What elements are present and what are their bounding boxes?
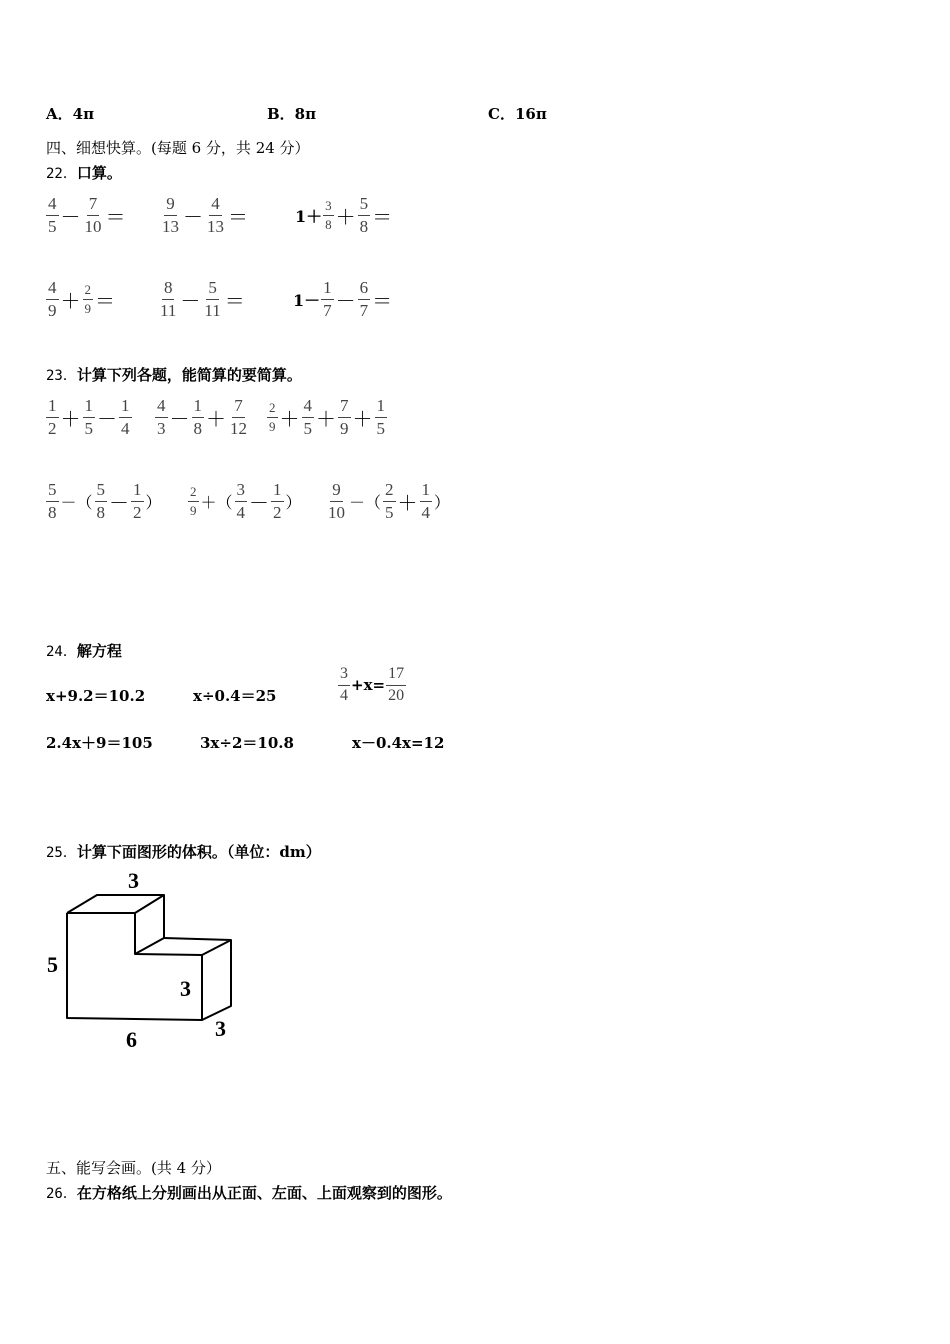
label-inner: 3 <box>180 976 191 1001</box>
q23-number: 23． <box>46 368 77 384</box>
q22-title: 口算。 <box>76 164 122 182</box>
section5-title: 五、能写会画。(共 4 分） <box>46 1159 221 1177</box>
l-shaped-solid-figure <box>40 866 250 1056</box>
q23-expr-5: $\frac{2}{9}$ ＋（ $\frac{3}{4}$ － $\frac{1}{2}$ ） <box>190 480 302 522</box>
fraction: $\frac{2}{5}$ <box>385 480 394 522</box>
label-left: 5 <box>47 952 58 977</box>
fraction: $\frac{4}{13}$ <box>207 194 224 236</box>
q23-expr-4: $\frac{5}{8}$ －（ $\frac{5}{8}$ － $\frac{1}{2}$ ） <box>48 480 162 522</box>
fraction: $\frac{9}{10}$ <box>328 480 345 522</box>
equation-6: x－0.4x=12 <box>352 734 445 752</box>
fraction: $\frac{1}{2}$ <box>273 480 282 522</box>
fraction: $\frac{7}{9}$ <box>340 396 349 438</box>
equation-5: 3x÷2＝10.8 <box>200 734 294 752</box>
q22-expr-4: $\frac{4}{9}$ ＋ $\frac{2}{9}$ ＝ <box>48 278 115 320</box>
fraction: $\frac{8}{11}$ <box>160 278 177 320</box>
fraction: $\frac{5}{8}$ <box>48 480 57 522</box>
label-depth: 3 <box>215 1016 226 1041</box>
equation-4: 2.4x＋9＝105 <box>46 734 153 752</box>
fraction: $\frac{1}{4}$ <box>421 480 431 522</box>
fraction: $\frac{4}{9}$ <box>48 278 57 320</box>
label-top: 3 <box>128 868 139 893</box>
fraction: $\frac{2}{9}$ <box>84 282 91 316</box>
fraction: $\frac{2}{9}$ <box>190 484 197 518</box>
option-b: B．8π <box>267 105 317 123</box>
q26-number: 26． <box>46 1186 77 1202</box>
q22-expr-3: 1＋ $\frac{3}{8}$ ＋ $\frac{5}{8}$ ＝ <box>295 194 393 236</box>
fraction: $\frac{4}{5}$ <box>48 194 57 236</box>
label-bottom: 6 <box>126 1027 137 1052</box>
q23-heading <box>46 364 302 385</box>
fraction: $\frac{3}{4}$ <box>340 665 348 704</box>
fraction: $\frac{9}{13}$ <box>162 194 179 236</box>
equation-3: $\frac{3}{4}$ +x= $\frac{17}{20}$ <box>340 665 405 704</box>
fraction: $\frac{5}{8}$ <box>96 480 106 522</box>
fraction: $\frac{1}{7}$ <box>323 278 332 320</box>
q23-expr-1: $\frac{1}{2}$ ＋ $\frac{1}{5}$ － $\frac{1}{4}$ <box>48 396 130 438</box>
q22-expr-1: $\frac{4}{5}$ － $\frac{7}{10}$ ＝ <box>48 194 126 236</box>
q24-number: 24． <box>46 644 77 660</box>
equation-2: x÷0.4＝25 <box>193 687 277 705</box>
q23-expr-2: $\frac{4}{3}$ － $\frac{1}{8}$ ＋ $\frac{7}{12}$ <box>157 396 247 438</box>
q22-expr-2: $\frac{9}{13}$ － $\frac{4}{13}$ ＝ <box>162 194 248 236</box>
q26-title: 在方格纸上分别画出从正面、左面、上面观察到的图形。 <box>76 1184 452 1202</box>
q22-expr-6: 1－ $\frac{1}{7}$ － $\frac{6}{7}$ ＝ <box>293 278 393 320</box>
equation-1: x+9.2＝10.2 <box>46 687 146 705</box>
fraction: $\frac{1}{2}$ <box>133 480 142 522</box>
fraction: $\frac{5}{8}$ <box>359 194 369 236</box>
fraction: $\frac{1}{5}$ <box>376 396 385 438</box>
fraction: $\frac{3}{4}$ <box>236 480 246 522</box>
q22-number: 22． <box>46 166 77 182</box>
q22-expr-5: $\frac{8}{11}$ － $\frac{5}{11}$ ＝ <box>160 278 245 320</box>
section4-title: 四、细想快算。(每题 6 分，共 24 分） <box>46 139 310 157</box>
q25-title: 计算下面图形的体积。（单位：dm） <box>76 843 321 861</box>
q26-heading <box>46 1182 452 1203</box>
q23-title: 计算下列各题，能简算的要简算。 <box>76 366 302 384</box>
fraction: $\frac{1}{5}$ <box>84 396 93 438</box>
fraction: $\frac{1}{2}$ <box>48 396 57 438</box>
q24-heading <box>46 640 122 661</box>
option-a: A．4π <box>46 105 95 123</box>
fraction: $\frac{7}{12}$ <box>230 396 247 438</box>
q25-number: 25． <box>46 845 77 861</box>
q23-expr-3: $\frac{2}{9}$ ＋ $\frac{4}{5}$ ＋ $\frac{7}{9}$ ＋ $\frac{1}{5}$ <box>269 396 385 438</box>
fraction: $\frac{2}{9}$ <box>269 400 276 434</box>
q23-expr-6: $\frac{9}{10}$ －（ $\frac{2}{5}$ ＋ $\frac{1}{4}$ ） <box>328 480 451 522</box>
option-c: C．16π <box>488 105 547 123</box>
fraction: $\frac{1}{8}$ <box>193 396 202 438</box>
fraction: $\frac{7}{10}$ <box>84 194 102 236</box>
fraction: $\frac{4}{5}$ <box>303 396 312 438</box>
q24-title: 解方程 <box>76 642 122 660</box>
fraction: $\frac{3}{8}$ <box>325 198 332 232</box>
fraction: $\frac{4}{3}$ <box>157 396 166 438</box>
fraction: $\frac{5}{11}$ <box>204 278 221 320</box>
fraction: $\frac{6}{7}$ <box>359 278 369 320</box>
fraction: $\frac{17}{20}$ <box>388 665 405 704</box>
q22-heading <box>46 162 122 183</box>
q25-heading <box>46 841 321 862</box>
fraction: $\frac{1}{4}$ <box>121 396 130 438</box>
